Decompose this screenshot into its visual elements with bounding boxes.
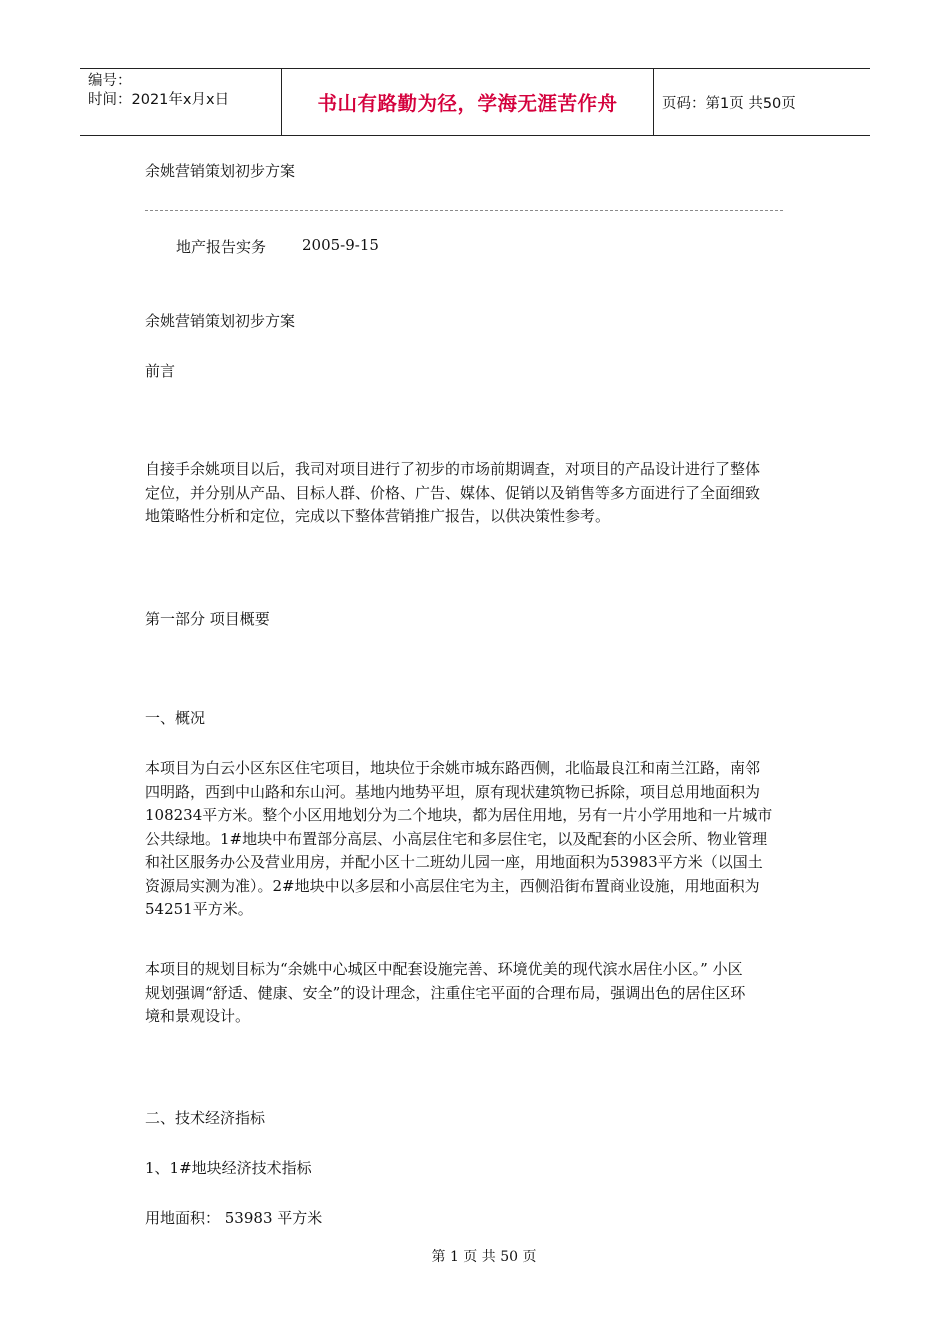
overview-line: 54251平方米。 <box>145 900 253 918</box>
document-title: 余姚营销策划初步方案 <box>145 162 296 180</box>
overview-line: 108234平方米。整个小区用地划分为二个地块，都为居住用地，另有一片小学用地和一片城市 <box>145 806 773 824</box>
page-footer: 第 1 页 共 50 页 <box>431 1249 537 1265</box>
overview-paragraph <box>145 757 810 922</box>
planning-goal-paragraph <box>145 958 810 1029</box>
preface-paragraph <box>145 458 810 529</box>
preface-line: 自接手余姚项目以后，我司对项目进行了初步的市场前期调查，对项目的产品设计进行了整体 <box>145 460 761 478</box>
source-label: 地产报告实务 <box>176 238 267 256</box>
time-label: 时间：2021年x月x日 <box>88 92 230 108</box>
section2-heading: 二、技术经济指标 <box>145 1109 266 1127</box>
section1-heading: 一、概况 <box>145 709 206 727</box>
publish-date: 2005-9-15 <box>302 236 379 254</box>
header-left-cell <box>80 69 282 135</box>
page-header <box>80 68 870 136</box>
overview-line: 资源局实测为准）。2#地块中以多层和小高层住宅为主，西侧沿街布置商业设施，用地面积为 <box>145 876 760 895</box>
goal-line: 规划强调“舒适、健康、安全”的设计理念，注重住宅平面的合理布局，强调出色的居住区环 <box>145 983 746 1002</box>
preface-line: 地策略性分析和定位，完成以下整体营销推广报告，以供决策性参考。 <box>145 507 611 525</box>
overview-line: 本项目为白云小区东区住宅项目，地块位于余姚市城东路西侧，北临最良江和南兰江路，南邻 <box>145 759 761 777</box>
goal-line: 本项目的规划目标为“余姚中心城区中配套设施完善、环境优美的现代滨水居住小区。” 小区 <box>145 960 743 978</box>
overview-line: 四明路，西到中山路和东山河。基地内地势平坦，原有现状建筑物已拆除，项目总用地面积为 <box>145 782 761 801</box>
header-page-info: 页码：第1页 共50页 <box>662 95 796 112</box>
header-motto: 书山有路勤为径，学海无涯苦作舟 <box>282 69 654 135</box>
overview-line: 和社区服务办公及营业用房，并配小区十二班幼儿园一座，用地面积为53983平方米（以国土 <box>145 853 763 871</box>
document-title-repeat: 余姚营销策划初步方案 <box>145 312 296 330</box>
dashed-divider <box>145 210 783 211</box>
part1-heading: 第一部分 项目概要 <box>145 610 270 628</box>
land-area-value: 用地面积： 53983 平方米 <box>145 1209 323 1227</box>
number-label: 编号： <box>88 73 132 89</box>
subsection1-heading: 1、1#地块经济技术指标 <box>145 1159 312 1177</box>
preface-heading: 前言 <box>145 362 176 380</box>
overview-line: 公共绿地。1#地块中布置部分高层、小高层住宅和多层住宅，以及配套的小区会所、物业管理 <box>145 829 768 848</box>
goal-line: 境和景观设计。 <box>145 1007 251 1025</box>
preface-line: 定位，并分别从产品、目标人群、价格、广告、媒体、促销以及销售等多方面进行了全面细致 <box>145 483 761 502</box>
